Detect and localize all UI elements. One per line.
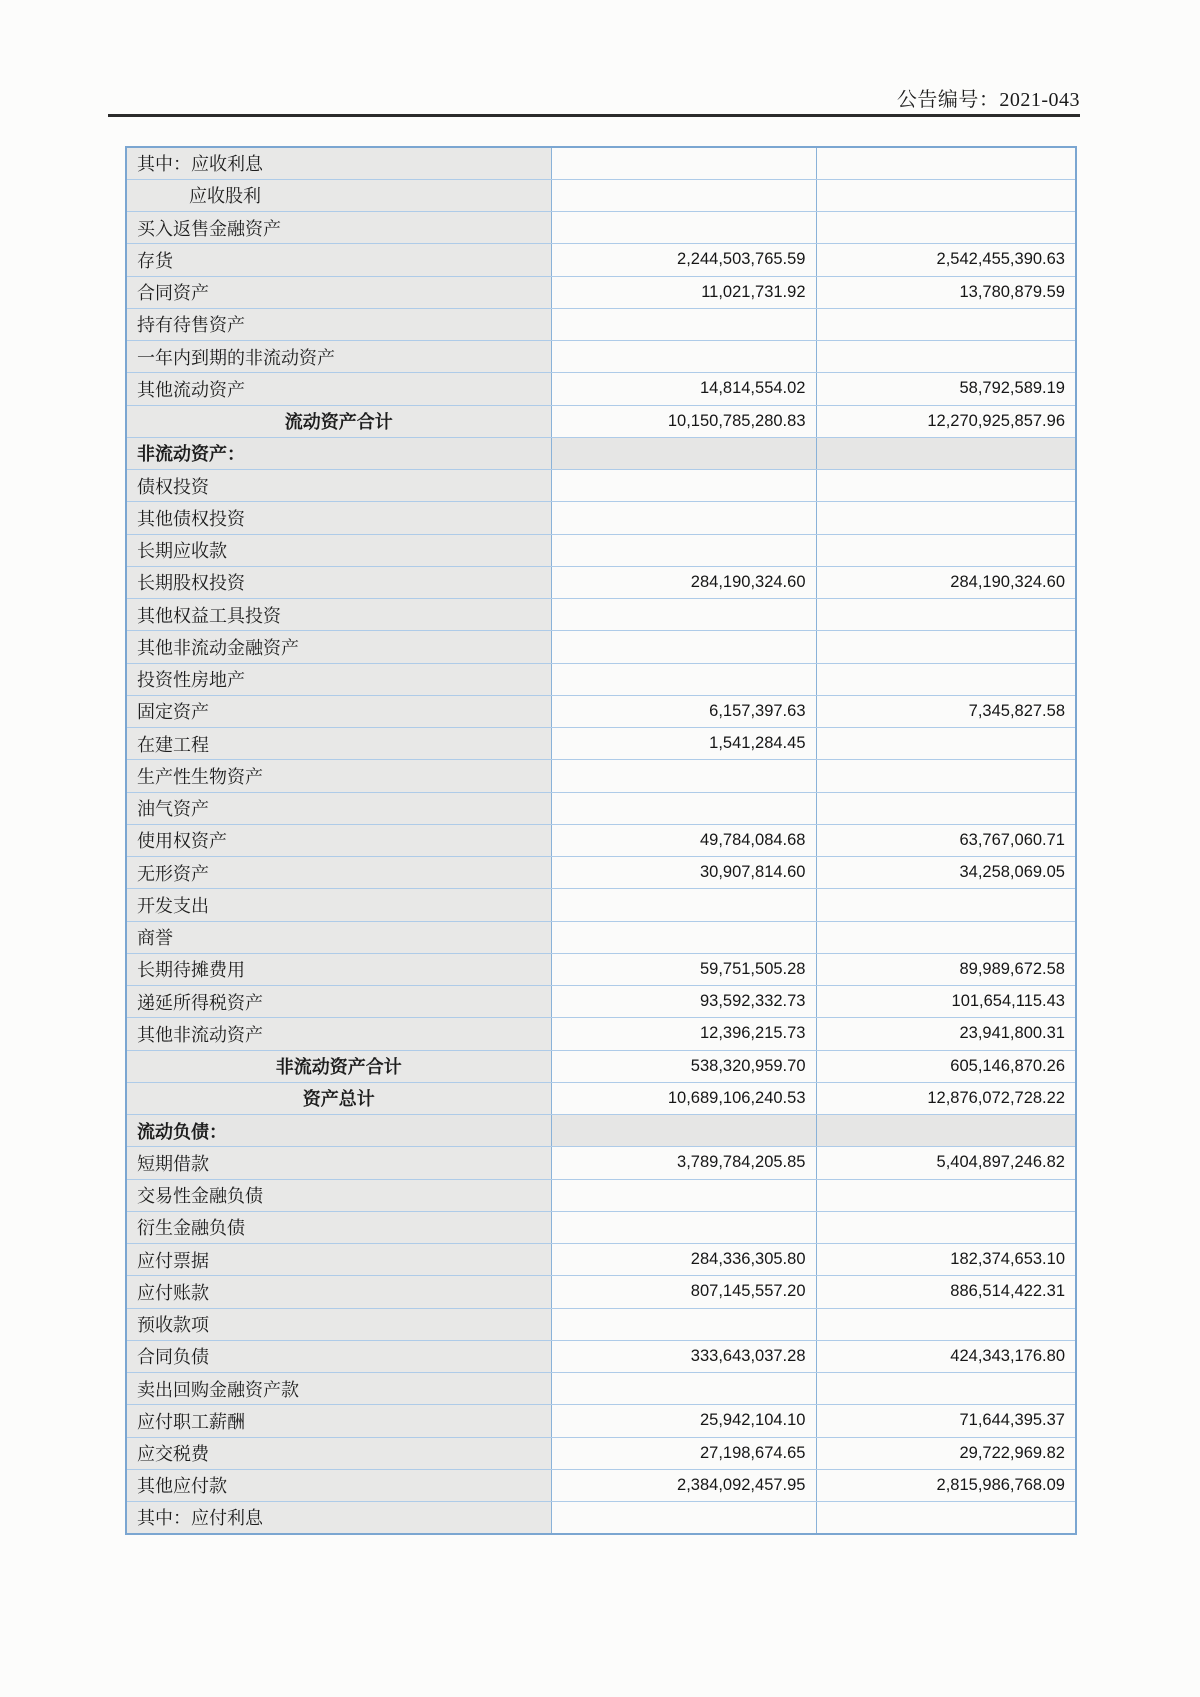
table-row	[126, 1082, 1076, 1114]
row-label: 开发支出	[126, 889, 551, 921]
row-label: 其中：应收利息	[126, 147, 551, 179]
value-prior	[816, 437, 1076, 469]
value-current: 333,643,037.28	[551, 1340, 816, 1372]
table-row	[126, 1340, 1076, 1372]
value-current: 538,320,959.70	[551, 1050, 816, 1082]
value-prior: 182,374,653.10	[816, 1244, 1076, 1276]
value-prior: 12,876,072,728.22	[816, 1082, 1076, 1114]
value-prior	[816, 599, 1076, 631]
value-prior: 23,941,800.31	[816, 1018, 1076, 1050]
table-row	[126, 631, 1076, 663]
balance-sheet-table	[125, 146, 1077, 1535]
table-row	[126, 1469, 1076, 1501]
value-prior: 71,644,395.37	[816, 1405, 1076, 1437]
row-label: 应付账款	[126, 1276, 551, 1308]
value-prior: 886,514,422.31	[816, 1276, 1076, 1308]
value-current: 3,789,784,205.85	[551, 1147, 816, 1179]
table-row	[126, 179, 1076, 211]
row-label: 流动资产合计	[126, 405, 551, 437]
table-row	[126, 566, 1076, 598]
table-row	[126, 1244, 1076, 1276]
table-row	[126, 953, 1076, 985]
value-prior	[816, 889, 1076, 921]
table-row	[126, 760, 1076, 792]
row-label: 衍生金融负债	[126, 1211, 551, 1243]
value-prior: 7,345,827.58	[816, 695, 1076, 727]
value-prior: 2,542,455,390.63	[816, 244, 1076, 276]
row-label: 债权投资	[126, 470, 551, 502]
row-label: 在建工程	[126, 728, 551, 760]
row-label: 其他权益工具投资	[126, 599, 551, 631]
value-current: 30,907,814.60	[551, 857, 816, 889]
value-prior: 58,792,589.19	[816, 373, 1076, 405]
value-current	[551, 599, 816, 631]
row-label: 流动负债：	[126, 1115, 551, 1147]
table-row	[126, 921, 1076, 953]
value-current: 27,198,674.65	[551, 1437, 816, 1469]
row-label: 无形资产	[126, 857, 551, 889]
row-label: 油气资产	[126, 792, 551, 824]
row-label: 使用权资产	[126, 824, 551, 856]
table-row	[126, 1050, 1076, 1082]
table-row	[126, 1211, 1076, 1243]
value-prior	[816, 1179, 1076, 1211]
table-row	[126, 857, 1076, 889]
table-row	[126, 663, 1076, 695]
table-row	[126, 1502, 1076, 1534]
table-row	[126, 502, 1076, 534]
table-row	[126, 373, 1076, 405]
table-row	[126, 1437, 1076, 1469]
row-label: 生产性生物资产	[126, 760, 551, 792]
value-prior	[816, 728, 1076, 760]
value-prior	[816, 179, 1076, 211]
row-label: 买入返售金融资产	[126, 212, 551, 244]
table-row	[126, 889, 1076, 921]
value-current	[551, 147, 816, 179]
row-label: 应交税费	[126, 1437, 551, 1469]
value-current	[551, 341, 816, 373]
announcement-number: 公告编号：2021-043	[896, 89, 1080, 111]
value-current	[551, 470, 816, 502]
value-prior	[816, 308, 1076, 340]
table-row	[126, 437, 1076, 469]
table-row	[126, 308, 1076, 340]
value-current	[551, 179, 816, 211]
table-row	[126, 824, 1076, 856]
value-current	[551, 1211, 816, 1243]
value-prior: 424,343,176.80	[816, 1340, 1076, 1372]
table-row	[126, 1147, 1076, 1179]
value-prior	[816, 760, 1076, 792]
row-label: 商誉	[126, 921, 551, 953]
row-label: 其他应付款	[126, 1469, 551, 1501]
value-prior: 12,270,925,857.96	[816, 405, 1076, 437]
value-current: 6,157,397.63	[551, 695, 816, 727]
value-current	[551, 631, 816, 663]
value-prior	[816, 1115, 1076, 1147]
row-label: 投资性房地产	[126, 663, 551, 695]
value-current: 807,145,557.20	[551, 1276, 816, 1308]
value-current	[551, 921, 816, 953]
value-current	[551, 1502, 816, 1534]
value-current	[551, 663, 816, 695]
value-prior	[816, 1502, 1076, 1534]
value-current: 59,751,505.28	[551, 953, 816, 985]
value-prior	[816, 534, 1076, 566]
table-row	[126, 244, 1076, 276]
value-current: 2,384,092,457.95	[551, 1469, 816, 1501]
value-prior	[816, 792, 1076, 824]
header-divider	[108, 114, 1080, 117]
table-row	[126, 341, 1076, 373]
row-label: 非流动资产合计	[126, 1050, 551, 1082]
value-prior	[816, 921, 1076, 953]
value-prior: 29,722,969.82	[816, 1437, 1076, 1469]
row-label: 其他债权投资	[126, 502, 551, 534]
value-current	[551, 437, 816, 469]
row-label: 应收股利	[126, 179, 551, 211]
value-prior	[816, 1211, 1076, 1243]
value-current	[551, 1115, 816, 1147]
value-current: 25,942,104.10	[551, 1405, 816, 1437]
value-current	[551, 1373, 816, 1405]
row-label: 应付职工薪酬	[126, 1405, 551, 1437]
value-current: 49,784,084.68	[551, 824, 816, 856]
value-prior	[816, 663, 1076, 695]
row-label: 资产总计	[126, 1082, 551, 1114]
value-prior: 5,404,897,246.82	[816, 1147, 1076, 1179]
value-current	[551, 308, 816, 340]
value-current: 10,689,106,240.53	[551, 1082, 816, 1114]
value-current	[551, 1179, 816, 1211]
table-row	[126, 792, 1076, 824]
table-row	[126, 405, 1076, 437]
row-label: 固定资产	[126, 695, 551, 727]
value-prior: 63,767,060.71	[816, 824, 1076, 856]
row-label: 长期待摊费用	[126, 953, 551, 985]
row-label: 长期股权投资	[126, 566, 551, 598]
value-current: 14,814,554.02	[551, 373, 816, 405]
row-label: 存货	[126, 244, 551, 276]
value-current	[551, 502, 816, 534]
table-row	[126, 470, 1076, 502]
row-label: 其他非流动金融资产	[126, 631, 551, 663]
value-current: 12,396,215.73	[551, 1018, 816, 1050]
value-prior	[816, 212, 1076, 244]
value-prior: 13,780,879.59	[816, 276, 1076, 308]
table-row	[126, 695, 1076, 727]
value-prior	[816, 1308, 1076, 1340]
row-label: 长期应收款	[126, 534, 551, 566]
row-label: 卖出回购金融资产款	[126, 1373, 551, 1405]
value-current	[551, 212, 816, 244]
value-prior: 284,190,324.60	[816, 566, 1076, 598]
table-row	[126, 728, 1076, 760]
table-row	[126, 212, 1076, 244]
value-current: 11,021,731.92	[551, 276, 816, 308]
value-current: 10,150,785,280.83	[551, 405, 816, 437]
value-prior: 34,258,069.05	[816, 857, 1076, 889]
table-row	[126, 1405, 1076, 1437]
value-prior	[816, 631, 1076, 663]
row-label: 一年内到期的非流动资产	[126, 341, 551, 373]
table-row	[126, 1276, 1076, 1308]
table-row	[126, 599, 1076, 631]
value-prior: 2,815,986,768.09	[816, 1469, 1076, 1501]
table-row	[126, 147, 1076, 179]
table-row	[126, 1308, 1076, 1340]
row-label: 应付票据	[126, 1244, 551, 1276]
table-row	[126, 1018, 1076, 1050]
value-current: 284,190,324.60	[551, 566, 816, 598]
table-row	[126, 1179, 1076, 1211]
table-row	[126, 1115, 1076, 1147]
balance-sheet-body	[126, 147, 1076, 1534]
row-label: 递延所得税资产	[126, 986, 551, 1018]
row-label: 持有待售资产	[126, 308, 551, 340]
row-label: 其他流动资产	[126, 373, 551, 405]
table-row	[126, 986, 1076, 1018]
value-current: 284,336,305.80	[551, 1244, 816, 1276]
row-label: 合同负债	[126, 1340, 551, 1372]
value-prior	[816, 1373, 1076, 1405]
row-label: 预收款项	[126, 1308, 551, 1340]
value-current: 1,541,284.45	[551, 728, 816, 760]
value-prior	[816, 502, 1076, 534]
value-current	[551, 792, 816, 824]
row-label: 短期借款	[126, 1147, 551, 1179]
value-prior: 89,989,672.58	[816, 953, 1076, 985]
value-prior: 101,654,115.43	[816, 986, 1076, 1018]
value-current: 93,592,332.73	[551, 986, 816, 1018]
row-label: 非流动资产：	[126, 437, 551, 469]
value-current	[551, 889, 816, 921]
row-label: 其他非流动资产	[126, 1018, 551, 1050]
table-row	[126, 276, 1076, 308]
table-row	[126, 1373, 1076, 1405]
value-current: 2,244,503,765.59	[551, 244, 816, 276]
value-prior: 605,146,870.26	[816, 1050, 1076, 1082]
value-current	[551, 534, 816, 566]
value-current	[551, 760, 816, 792]
value-prior	[816, 470, 1076, 502]
value-prior	[816, 341, 1076, 373]
value-prior	[816, 147, 1076, 179]
row-label: 交易性金融负债	[126, 1179, 551, 1211]
value-current	[551, 1308, 816, 1340]
row-label: 合同资产	[126, 276, 551, 308]
table-row	[126, 534, 1076, 566]
row-label: 其中：应付利息	[126, 1502, 551, 1534]
